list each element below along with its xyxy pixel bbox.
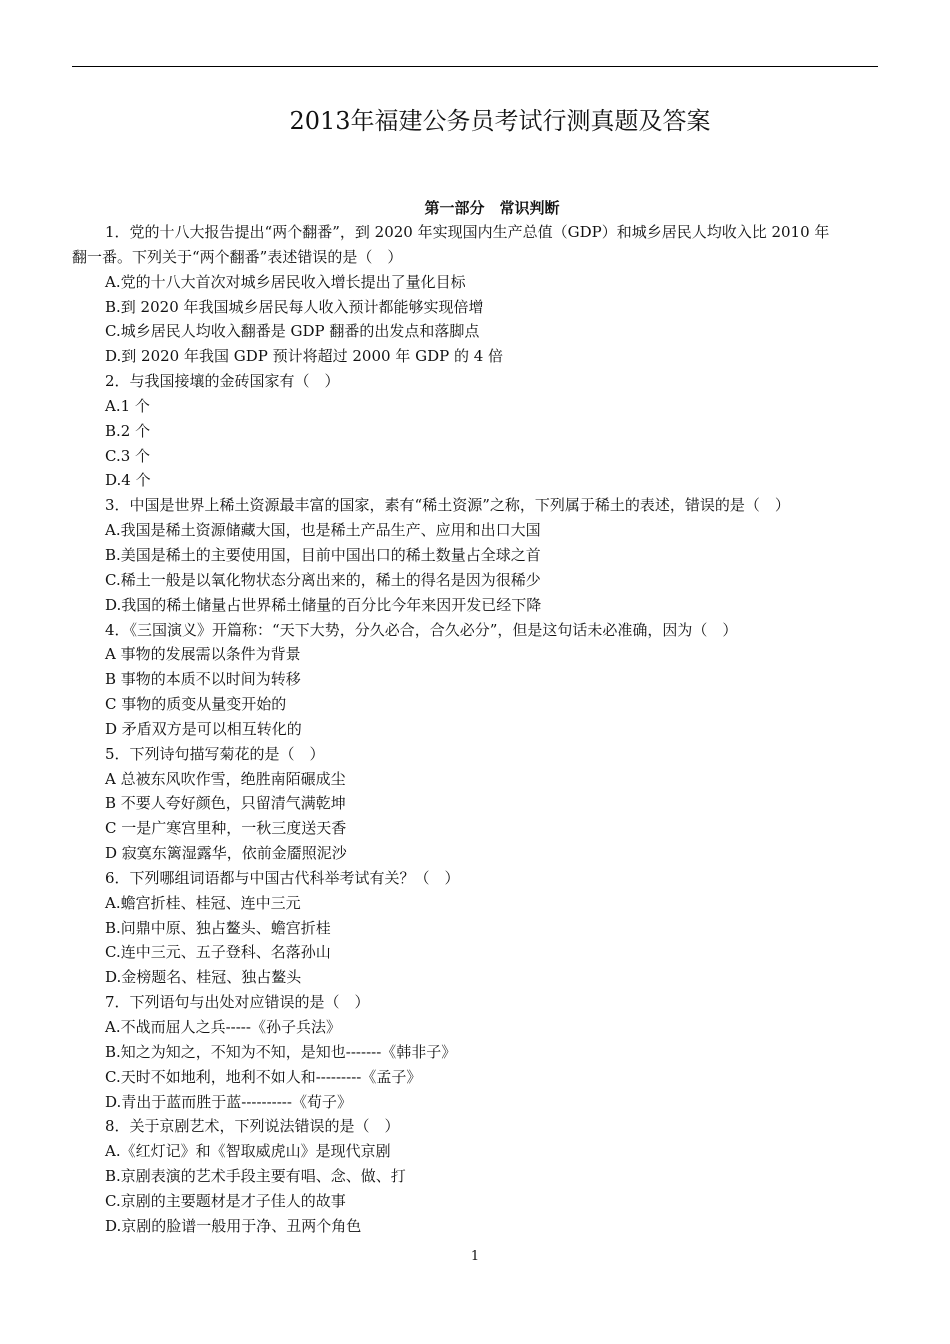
question-8-option-a: A.《红灯记》和《智取威虎山》是现代京剧: [105, 1142, 391, 1161]
question-4-option-b: B 事物的本质不以时间为转移: [105, 670, 301, 689]
question-7-stem: 7．下列语句与出处对应错误的是（ ）: [105, 993, 370, 1012]
question-8-option-c: C.京剧的主要题材是才子佳人的故事: [105, 1191, 346, 1210]
question-8-option-d: D.京剧的脸谱一般用于净、丑两个角色: [105, 1216, 362, 1235]
question-6-option-b: B.问鼎中原、独占鳌头、蟾宫折桂: [105, 918, 331, 937]
question-1-option-d: D.到 2020 年我国 GDP 预计将超过 2000 年 GDP 的 4 倍: [105, 347, 504, 366]
question-3-stem: 3．中国是世界上稀土资源最丰富的国家，素有“稀土资源”之称，下列属于稀土的表述，错误的是（ ）: [105, 496, 790, 515]
question-5-stem: 5．下列诗句描写菊花的是（ ）: [105, 744, 325, 763]
page-number: 1: [470, 1249, 480, 1264]
question-1-option-b: B.到 2020 年我国城乡居民每人收入预计都能够实现倍增: [105, 297, 484, 316]
question-6-stem: 6．下列哪组词语都与中国古代科举考试有关？（ ）: [105, 868, 460, 887]
question-2-option-c: C.3 个: [105, 446, 151, 465]
question-5-option-b: B 不要人夸好颜色，只留清气满乾坤: [105, 794, 346, 813]
question-1-option-c: C.城乡居民人均收入翻番是 GDP 翻番的出发点和落脚点: [105, 322, 480, 341]
question-6-option-a: A.蟾宫折桂、桂冠、连中三元: [105, 893, 301, 912]
question-1-stem-line-1: 1．党的十八大报告提出“两个翻番”，到 2020 年实现国内生产总值（GDP）和城乡居民人均收入比 2010 年: [105, 223, 830, 241]
question-8-option-b: B.京剧表演的艺术手段主要有唱、念、做、打: [105, 1167, 406, 1186]
question-2-option-a: A.1 个: [105, 396, 150, 415]
header-rule: [72, 66, 878, 67]
question-2-stem: 2．与我国接壤的金砖国家有（ ）: [105, 372, 340, 391]
question-4-option-a: A 事物的发展需以条件为背景: [105, 645, 301, 664]
question-7-option-d: D.青出于蓝而胜于蓝----------《荀子》: [105, 1092, 352, 1111]
question-4-stem: 4．《三国演义》开篇称：“天下大势，分久必合，合久必分”，但是这句话未必准确，因为（ ）: [105, 620, 738, 639]
question-6-option-d: D.金榜题名、桂冠、独占鳌头: [105, 968, 302, 987]
question-1-stem-line-2: 翻一番。下列关于“两个翻番”表述错误的是（ ）: [72, 247, 403, 266]
question-2-option-b: B.2 个: [105, 421, 151, 440]
document-title: 2013年福建公务员考试行测真题及答案: [289, 107, 711, 135]
question-2-option-d: D.4 个: [105, 471, 151, 490]
question-7-option-a: A.不战而屈人之兵-----《孙子兵法》: [105, 1018, 341, 1036]
question-list: [72, 220, 878, 1239]
question-1-option-a: A.党的十八大首次对城乡居民收入增长提出了量化目标: [105, 272, 466, 291]
question-5-option-a: A 总被东风吹作雪，绝胜南陌碾成尘: [105, 769, 346, 788]
question-4-option-c: C 事物的质变从量变开始的: [105, 695, 287, 714]
question-7-option-c: C.天时不如地利，地利不如人和---------《孟子》: [105, 1067, 422, 1086]
question-7-option-b: B.知之为知之，不知为不知，是知也-------《韩非子》: [105, 1042, 457, 1061]
question-3-option-b: B.美国是稀土的主要使用国，目前中国出口的稀土数量占全球之首: [105, 545, 541, 564]
question-3-option-c: C.稀土一般是以氧化物状态分离出来的，稀土的得名是因为很稀少: [105, 570, 541, 589]
section-title: 第一部分 常识判断: [424, 199, 560, 217]
question-4-option-d: D 矛盾双方是可以相互转化的: [105, 719, 302, 738]
question-3-option-d: D.我国的稀土储量占世界稀土储量的百分比今年来因开发已经下降: [105, 595, 542, 614]
question-8-stem: 8．关于京剧艺术，下列说法错误的是（ ）: [105, 1117, 400, 1136]
question-3-option-a: A.我国是稀土资源储藏大国，也是稀土产品生产、应用和出口大国: [105, 521, 541, 540]
question-5-option-d: D 寂寞东篱湿露华，依前金靥照泥沙: [105, 844, 347, 863]
question-6-option-c: C.连中三元、五子登科、名落孙山: [105, 943, 331, 962]
question-5-option-c: C 一是广寒宫里种，一秋三度送天香: [105, 819, 347, 838]
